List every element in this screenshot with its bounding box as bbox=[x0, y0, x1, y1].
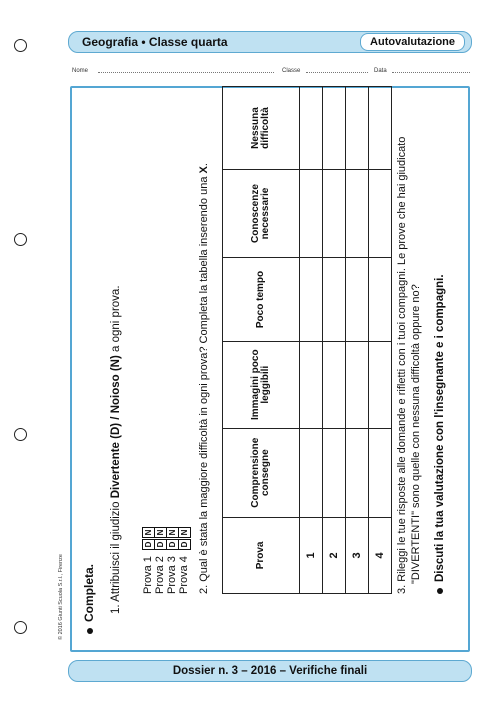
binder-hole-bottom bbox=[14, 621, 27, 634]
question-3-line-2: "DIVERTENTI" sono quelle con nessuna difficoltà oppure no? bbox=[410, 284, 422, 584]
table-cell[interactable] bbox=[346, 258, 369, 342]
n-box[interactable]: N bbox=[142, 527, 155, 538]
binder-hole-upper-middle bbox=[14, 233, 27, 246]
prova-row: Prova 2DN bbox=[154, 526, 167, 594]
question-2: 2. Qual è stata la maggiore difficoltà in ogni prova? Completa la tabella inserendo una X. bbox=[198, 163, 210, 594]
name-label: Nome bbox=[72, 68, 89, 74]
prova-row: Prova 1DN bbox=[142, 526, 155, 594]
table-header: Comprensione consegne bbox=[223, 428, 300, 517]
d-box[interactable]: D bbox=[142, 539, 155, 550]
table-cell[interactable] bbox=[346, 341, 369, 428]
table-cell[interactable] bbox=[369, 169, 392, 257]
table-row bbox=[369, 87, 392, 594]
table-cell[interactable] bbox=[346, 169, 369, 257]
binder-hole-lower-middle bbox=[14, 428, 27, 441]
binder-hole-top bbox=[14, 39, 27, 52]
discuss-text: Discuti la tua valutazione con l'insegnante e i compagni. bbox=[434, 274, 446, 582]
table-cell[interactable] bbox=[323, 428, 346, 517]
question-3-line-1: 3. Rileggi le tue risposte alle domande e rifletti con i tuoi compagni. Le prove che hai giudicato bbox=[396, 136, 408, 594]
table-row bbox=[300, 87, 323, 594]
table-header-row bbox=[223, 87, 300, 594]
heading-text: Completa. bbox=[82, 563, 96, 622]
instruction-heading bbox=[82, 564, 96, 634]
table-cell[interactable] bbox=[369, 258, 392, 342]
table-cell[interactable] bbox=[300, 428, 323, 517]
table-cell[interactable] bbox=[369, 428, 392, 517]
table-header: Immagini poco leggibili bbox=[223, 341, 300, 428]
name-line[interactable] bbox=[98, 72, 274, 73]
table-cell[interactable] bbox=[323, 169, 346, 257]
bullet-icon bbox=[87, 628, 93, 634]
prova-row: Prova 4DN bbox=[178, 526, 191, 594]
table-header: Prova bbox=[223, 517, 300, 593]
copyright-text: © 2016 Giunti Scuola S.r.l., Firenze bbox=[58, 554, 64, 640]
date-label: Data bbox=[374, 68, 387, 74]
prova-row: Prova 3DN bbox=[166, 526, 179, 594]
table-header: Poco tempo bbox=[223, 258, 300, 342]
table-cell[interactable] bbox=[323, 258, 346, 342]
bullet-icon bbox=[437, 588, 443, 594]
table-cell[interactable] bbox=[300, 169, 323, 257]
d-box[interactable]: D bbox=[178, 539, 191, 550]
table-cell[interactable] bbox=[346, 428, 369, 517]
date-line[interactable] bbox=[392, 72, 470, 73]
subject-title: Geografia • Classe quarta bbox=[82, 35, 228, 49]
d-box[interactable]: D bbox=[154, 539, 167, 550]
footer-bar bbox=[68, 660, 472, 682]
n-box[interactable]: N bbox=[154, 527, 167, 538]
difficulty-table bbox=[222, 86, 392, 594]
table-header: Nessuna difficoltà bbox=[223, 87, 300, 170]
table-cell[interactable] bbox=[300, 87, 323, 170]
prova-number: 1 bbox=[300, 517, 323, 593]
section-badge: Autovalutazione bbox=[360, 33, 465, 51]
table-cell[interactable] bbox=[346, 87, 369, 170]
class-line[interactable] bbox=[306, 72, 368, 73]
table-cell[interactable] bbox=[323, 87, 346, 170]
class-label: Classe bbox=[282, 68, 301, 74]
table-cell[interactable] bbox=[369, 341, 392, 428]
n-box[interactable]: N bbox=[166, 527, 179, 538]
exercise-content bbox=[70, 86, 470, 652]
prova-number: 2 bbox=[323, 517, 346, 593]
table-cell[interactable] bbox=[300, 258, 323, 342]
discuss-instruction bbox=[434, 274, 446, 594]
d-box[interactable]: D bbox=[166, 539, 179, 550]
n-box[interactable]: N bbox=[178, 527, 191, 538]
table-row bbox=[323, 87, 346, 594]
table-cell[interactable] bbox=[369, 87, 392, 170]
table-cell[interactable] bbox=[323, 341, 346, 428]
table-cell[interactable] bbox=[300, 341, 323, 428]
question-1: 1. Attribuisci il giudizio Divertente (D) / Noioso (N) a ogni prova. bbox=[110, 285, 122, 614]
prova-number: 3 bbox=[346, 517, 369, 593]
footer-title: Dossier n. 3 – 2016 – Verifiche finali bbox=[172, 665, 368, 677]
table-row bbox=[346, 87, 369, 594]
header-bar bbox=[68, 31, 472, 53]
table-header: Conoscenze necessarie bbox=[223, 169, 300, 257]
prova-number: 4 bbox=[369, 517, 392, 593]
